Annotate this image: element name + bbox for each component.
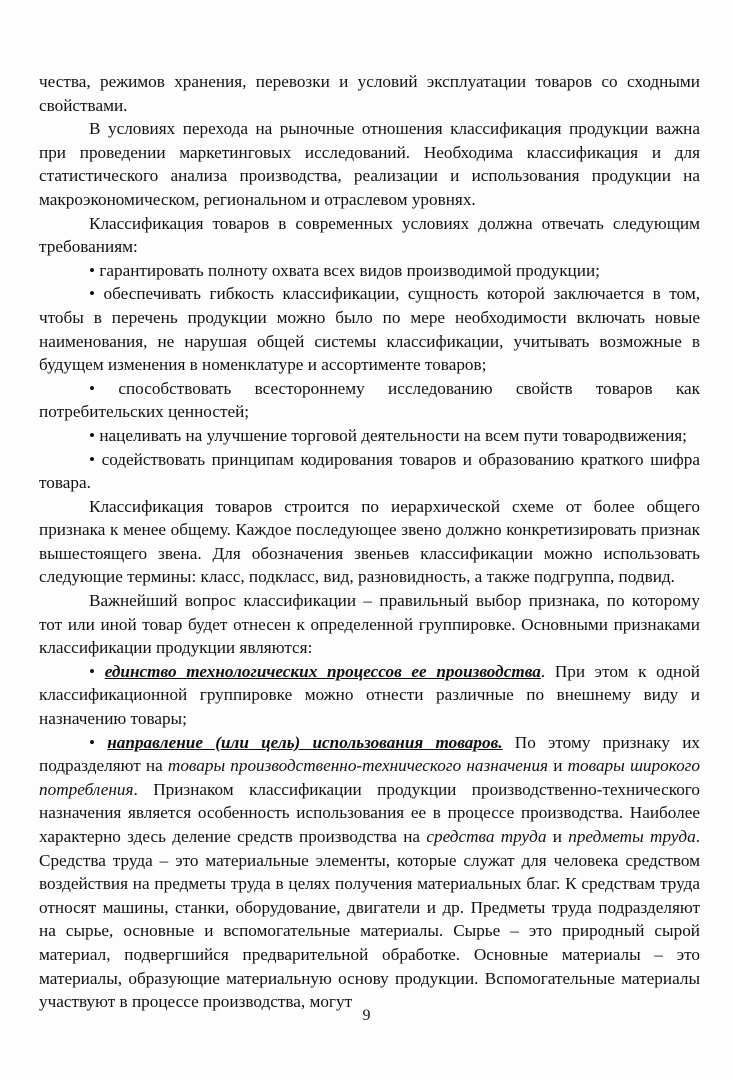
bullet-item-completeness: • гарантировать полноту охвата всех видов производимой продукции;	[89, 260, 600, 280]
bullet-marker: •	[89, 732, 108, 752]
italic-consumer-goods: товары широкого потребления	[39, 756, 700, 799]
paragraph-hierarchy: Классификация товаров строится по иерархической схеме от более общего признака к менее общему. Каждое последующее звено должно конкретизировать признак вышестоящего звена. Для обозначения звеньев классификации можно использовать следующие термины: класс, подкласс, вид, разновидность, а также подгруппа, подвид.	[39, 496, 700, 587]
bullet-item-research: • способствовать всестороннему исследованию свойств товаров как потребительских ценностей;	[39, 378, 700, 422]
text-segment: . Признаком классификации продукции производственно-технического назначения является особенность использования ее в процессе производства. Наиболее характерно здесь деление средств производства на	[39, 779, 700, 846]
text-segment: . Средства труда – это материальные элементы, которые служат для человека средством воздействия на предметы труда в целях получения материальных благ. К средствам труда относят машины, станки, оборудование, двигатели и др. Предметы труда подразделяют на сырье, основные и вспомогательные материалы. Сырье – это природный сырой материал, подвергшийся предварительной обработке. Основные материалы – это материалы, образующие материальную основу продукции. Вспомогательные материалы участвуют в процессе производства, могут	[39, 827, 700, 1012]
bullet-marker: •	[89, 661, 105, 681]
paragraph-continuation: чества, режимов хранения, перевозки и условий эксплуатации товаров со сходными свойствами.	[39, 72, 700, 115]
paragraph-requirements-intro: Классификация товаров в современных условиях должна отвечать следующим требованиям:	[39, 213, 700, 257]
italic-objects-of-labor: предметы труда	[568, 827, 696, 846]
text-segment: и	[546, 827, 569, 846]
emphasis-technology: единство технологических процессов ее производства	[104, 661, 541, 681]
emphasis-purpose: направление (или цель) использования товаров.	[107, 732, 503, 752]
bullet-item-trade: • нацеливать на улучшение торговой деятельности на всем пути товародвижения;	[89, 425, 687, 445]
paragraph-market-classification: В условиях перехода на рыночные отношения классификация продукции важна при проведении маркетинговых исследований. Необходима классификация и для статистического анализа производства, реализации и использования продукции на макроэкономическом, региональном и отраслевом уровнях.	[39, 119, 700, 209]
paragraph-main-criteria: Важнейший вопрос классификации – правильный выбор признака, по которому тот или иной товар будет отнесен к определенной группировке. Основными признаками классификации продукции являются:	[39, 591, 700, 658]
bullet-text: . При этом к одной классификационной группировке можно отнести различные по внешнему виду и назначению товары;	[39, 661, 700, 729]
text-segment: и	[548, 756, 568, 776]
italic-means-of-labor: средства труда	[426, 827, 547, 846]
bullet-item-coding: • содействовать принципам кодирования товаров и образованию краткого шифра товара.	[39, 449, 700, 493]
bullet-item-flexibility: • обеспечивать гибкость классификации, сущность которой заключается в том, чтобы в перечень продукции можно было по мере необходимости включать новые наименования, не нарушая общей системы классификации, учитывать возможные в будущем изменения в номенклатуре и ассортименте товаров;	[39, 284, 700, 375]
bullet-item-technology	[39, 660, 700, 731]
text-segment: По этому признаку их подразделяют на	[39, 732, 700, 776]
bullet-item-purpose	[39, 731, 700, 1014]
page-number: 9	[362, 1007, 371, 1024]
italic-industrial-goods: товары производственно-технического назначения	[167, 756, 549, 776]
